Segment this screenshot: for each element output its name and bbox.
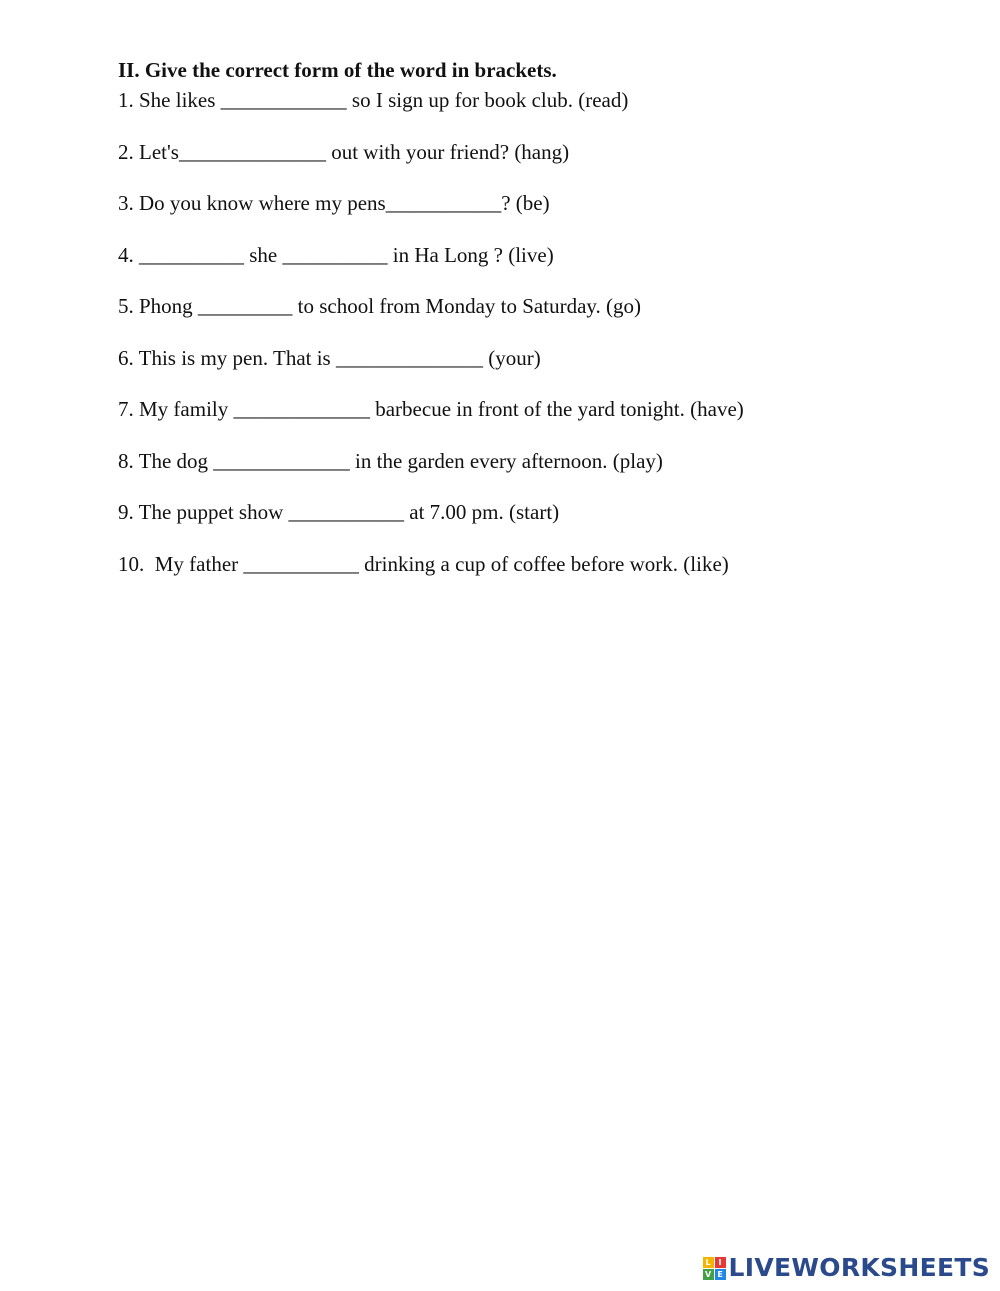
liveworksheets-logo-icon (703, 1257, 726, 1280)
logo-tile-v: V (703, 1269, 714, 1280)
question-9: 9. The puppet show ___________ at 7.00 pm. (start) (118, 500, 560, 524)
question-4: 4. __________ she __________ in Ha Long ? (live) (118, 242, 554, 267)
question-3: 3. Do you know where my pens___________? (be) (118, 191, 550, 215)
logo-tile-l: L (703, 1257, 714, 1268)
logo-tile-e: E (715, 1269, 726, 1280)
question-8: 8. The dog _____________ in the garden every afternoon. (play) (118, 448, 663, 473)
liveworksheets-brand (703, 1251, 990, 1285)
question-6: 6. This is my pen. That is ______________ (your) (118, 345, 541, 370)
brand-wordmark: LIVEWORKSHEETS (728, 1253, 990, 1282)
question-2: 2. Let's______________ out with your friend? (hang) (118, 139, 570, 164)
question-10: 10. My father ___________ drinking a cup of coffee before work. (like) (118, 551, 729, 576)
question-7: 7. My family _____________ barbecue in front of the yard tonight. (have) (118, 397, 744, 421)
question-1: 1. She likes ____________ so I sign up for book club. (read) (118, 88, 629, 112)
question-5: 5. Phong _________ to school from Monday to Saturday. (go) (118, 294, 642, 318)
logo-tile-i: I (715, 1257, 726, 1268)
worksheet (118, 55, 958, 579)
worksheet-heading: II. Give the correct form of the word in brackets. (118, 58, 557, 82)
